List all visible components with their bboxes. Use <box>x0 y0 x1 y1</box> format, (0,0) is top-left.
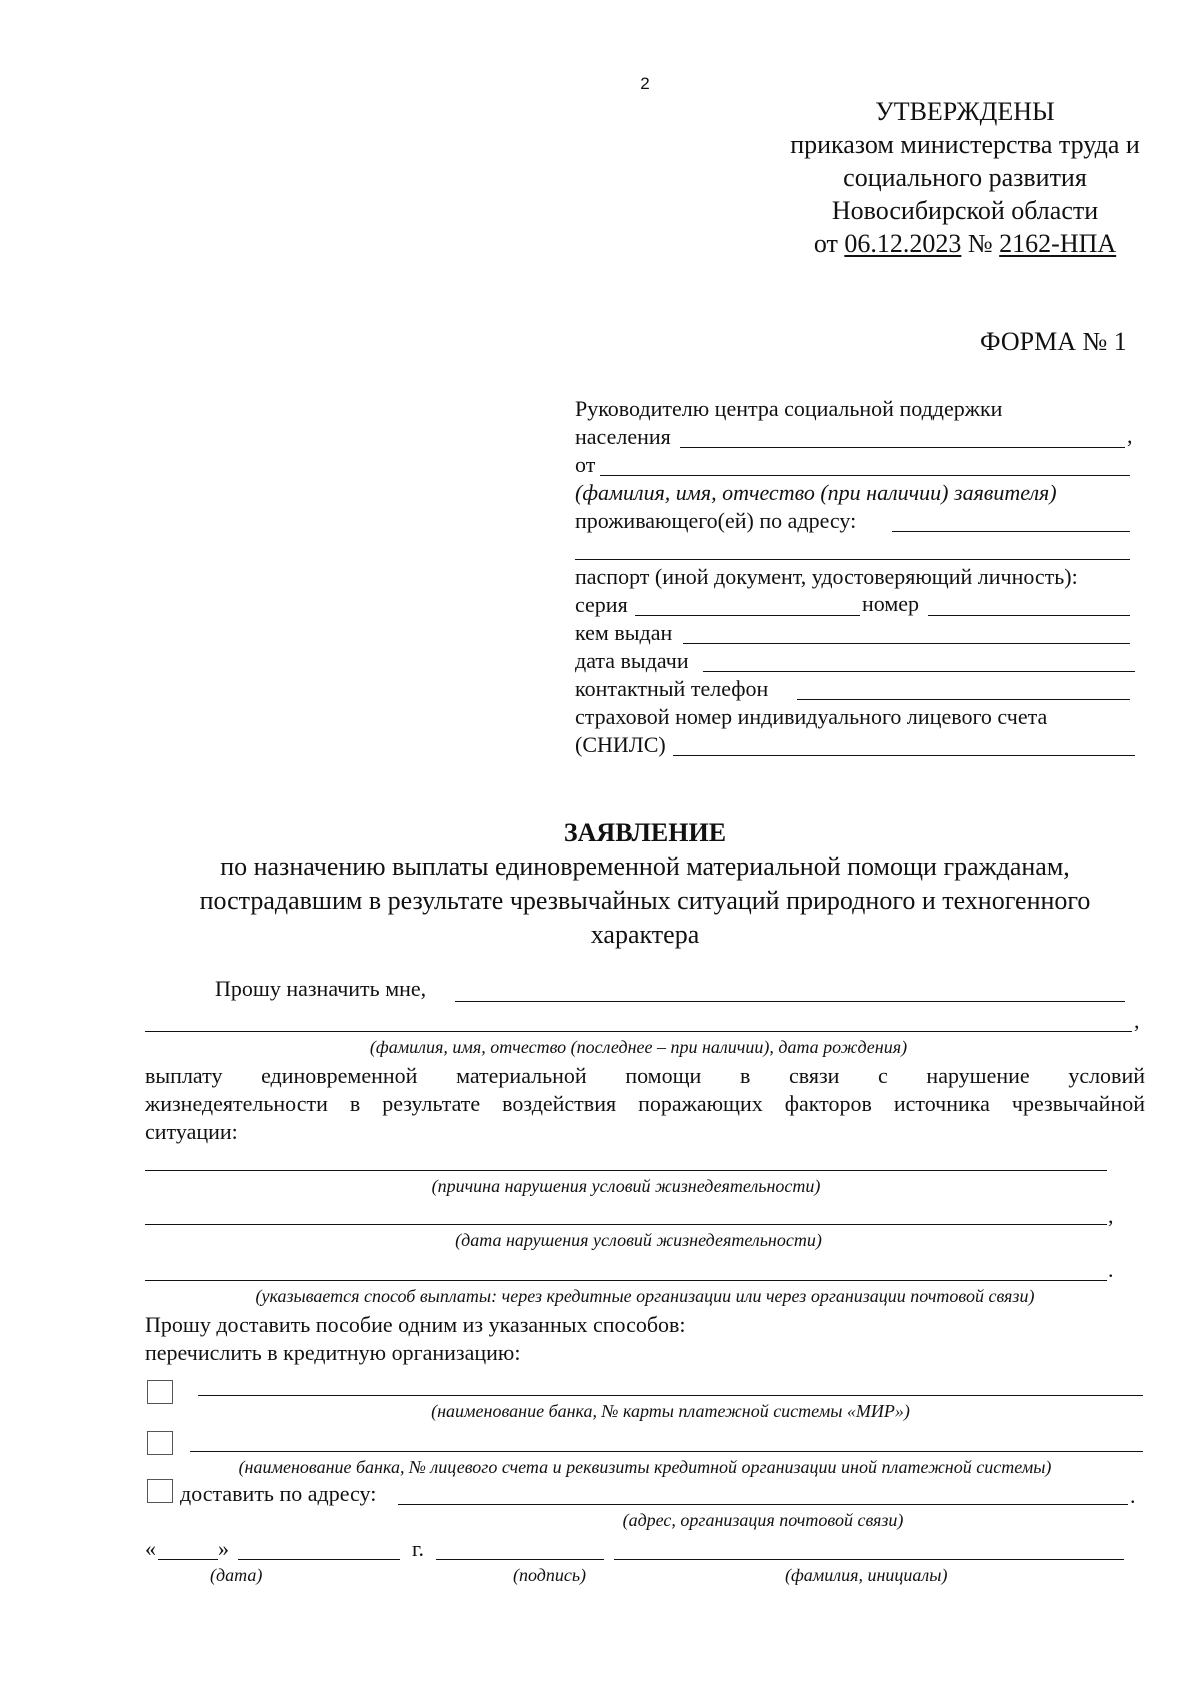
bank-other-caption: (наименование банка, № лицевого счета и реквизиты кредитной организации иной платежной системы) <box>238 1457 1052 1477</box>
passport-label: паспорт (иной документ, удостоверяющий личность): <box>575 564 1078 589</box>
snils-label-2: (СНИЛС) <box>575 732 666 757</box>
paragraph-line-3: ситуации: <box>145 1119 238 1144</box>
paragraph-line-2: жизнедеятельности в результате воздействия поражающих факторов источника чрезвычайной <box>145 1091 1145 1116</box>
payment-method-period: . <box>1108 1257 1114 1282</box>
signature-field[interactable] <box>436 1559 604 1560</box>
form-number: ФОРМА № 1 <box>980 327 1127 356</box>
payment-method-caption: (указывается способ выплаты: через кредитные организации или через организации почтовой связи) <box>255 1286 1035 1306</box>
page-number: 2 <box>640 74 650 93</box>
signature-label: (подпись) <box>513 1565 587 1585</box>
population-field[interactable] <box>680 447 1125 448</box>
series-field[interactable] <box>635 615 860 616</box>
violation-date-field[interactable] <box>145 1224 1107 1225</box>
address-label: проживающего(ей) по адресу: <box>575 508 857 533</box>
issued-by-field[interactable] <box>683 643 1130 644</box>
bank-mir-field[interactable] <box>198 1395 1143 1396</box>
series-label: серия <box>575 592 628 617</box>
approval-line-3: Новосибирской области <box>831 196 1099 225</box>
deliver-address-period: . <box>1130 1483 1136 1508</box>
deliver-address-field[interactable] <box>398 1504 1128 1505</box>
number-label: номер <box>862 591 920 616</box>
passport-number-field[interactable] <box>928 615 1130 616</box>
address-field-1[interactable] <box>892 531 1130 532</box>
quote-open: « <box>145 1536 156 1561</box>
approval-date-line <box>720 227 1200 260</box>
deliver-request: Прошу доставить пособие одним из указанных способов: <box>145 1312 686 1337</box>
date-label: (дата) <box>210 1565 263 1585</box>
cause-field[interactable] <box>145 1170 1107 1171</box>
quote-close: » <box>218 1536 229 1561</box>
phone-field[interactable] <box>797 699 1130 700</box>
day-field[interactable] <box>158 1559 218 1560</box>
request-comma: , <box>1134 1008 1140 1033</box>
request-label: Прошу назначить мне, <box>215 976 427 1001</box>
fio-caption: (фамилия, имя, отчество (последнее – при наличии), дата рождения) <box>369 1037 908 1057</box>
approval-block <box>720 95 1200 260</box>
address-field-2[interactable] <box>575 559 1130 560</box>
month-year-field[interactable] <box>238 1559 400 1560</box>
approval-number: 2162-НПА <box>999 229 1117 258</box>
snils-label-1: страховой номер индивидуального лицевого счета <box>575 704 1048 729</box>
surname-initials-field[interactable] <box>614 1559 1124 1560</box>
applicant-name-hint: (фамилия, имя, отчество (при наличии) заявителя) <box>575 480 1057 505</box>
approval-date: 06.12.2023 <box>844 229 962 258</box>
violation-date-caption: (дата нарушения условий жизнедеятельности) <box>455 1230 822 1250</box>
name-label: (фамилия, инициалы) <box>785 1565 948 1585</box>
deliver-address-checkbox[interactable] <box>147 1479 173 1503</box>
issue-date-field[interactable] <box>703 671 1135 672</box>
phone-label: контактный телефон <box>575 676 769 701</box>
paragraph-line-1: выплату единовременной материальной помощи в связи с нарушение условий <box>145 1063 1145 1088</box>
cause-caption: (причина нарушения условий жизнедеятельности) <box>431 1176 821 1196</box>
address-caption: (адрес, организация почтовой связи) <box>622 1510 904 1530</box>
payment-method-field[interactable] <box>145 1280 1107 1281</box>
issue-date-label: дата выдачи <box>575 648 689 673</box>
approval-prefix: от <box>813 229 838 258</box>
bank-other-field[interactable] <box>190 1451 1143 1452</box>
bank-other-checkbox[interactable] <box>147 1431 173 1455</box>
transfer-label: перечислить в кредитную организацию: <box>145 1340 521 1365</box>
bank-mir-checkbox[interactable] <box>147 1380 173 1404</box>
population-label: населения <box>575 424 671 449</box>
approval-line-1: приказом министерства труда и <box>790 130 1140 159</box>
approval-number-sign: № <box>967 229 993 258</box>
approval-line-2: социального развития <box>843 163 1087 192</box>
violation-date-comma: , <box>1108 1203 1114 1228</box>
applicant-name-field[interactable] <box>600 475 1130 476</box>
request-name-field-2[interactable] <box>145 1031 1132 1032</box>
snils-field[interactable] <box>673 755 1135 756</box>
request-name-field-1[interactable] <box>455 1001 1125 1002</box>
from-label: от <box>575 452 596 477</box>
year-label: г. <box>412 1536 425 1561</box>
document-subtitle: по назначению выплаты единовременной материальной помощи гражданам, пострадавшим в результате чрезвычайных ситуаций природного и техногенного характера <box>199 852 1091 949</box>
deliver-address-label: доставить по адресу: <box>180 1481 377 1506</box>
population-comma: , <box>1127 423 1133 448</box>
approval-heading: УТВЕРЖДЕНЫ <box>875 97 1055 126</box>
issued-by-label: кем выдан <box>575 620 673 645</box>
addressee-line-1: Руководителю центра социальной поддержки <box>575 396 1003 421</box>
document-title: ЗАЯВЛЕНИЕ <box>563 818 727 847</box>
bank-mir-caption: (наименование банка, № карты платежной системы «МИР») <box>431 1401 910 1421</box>
